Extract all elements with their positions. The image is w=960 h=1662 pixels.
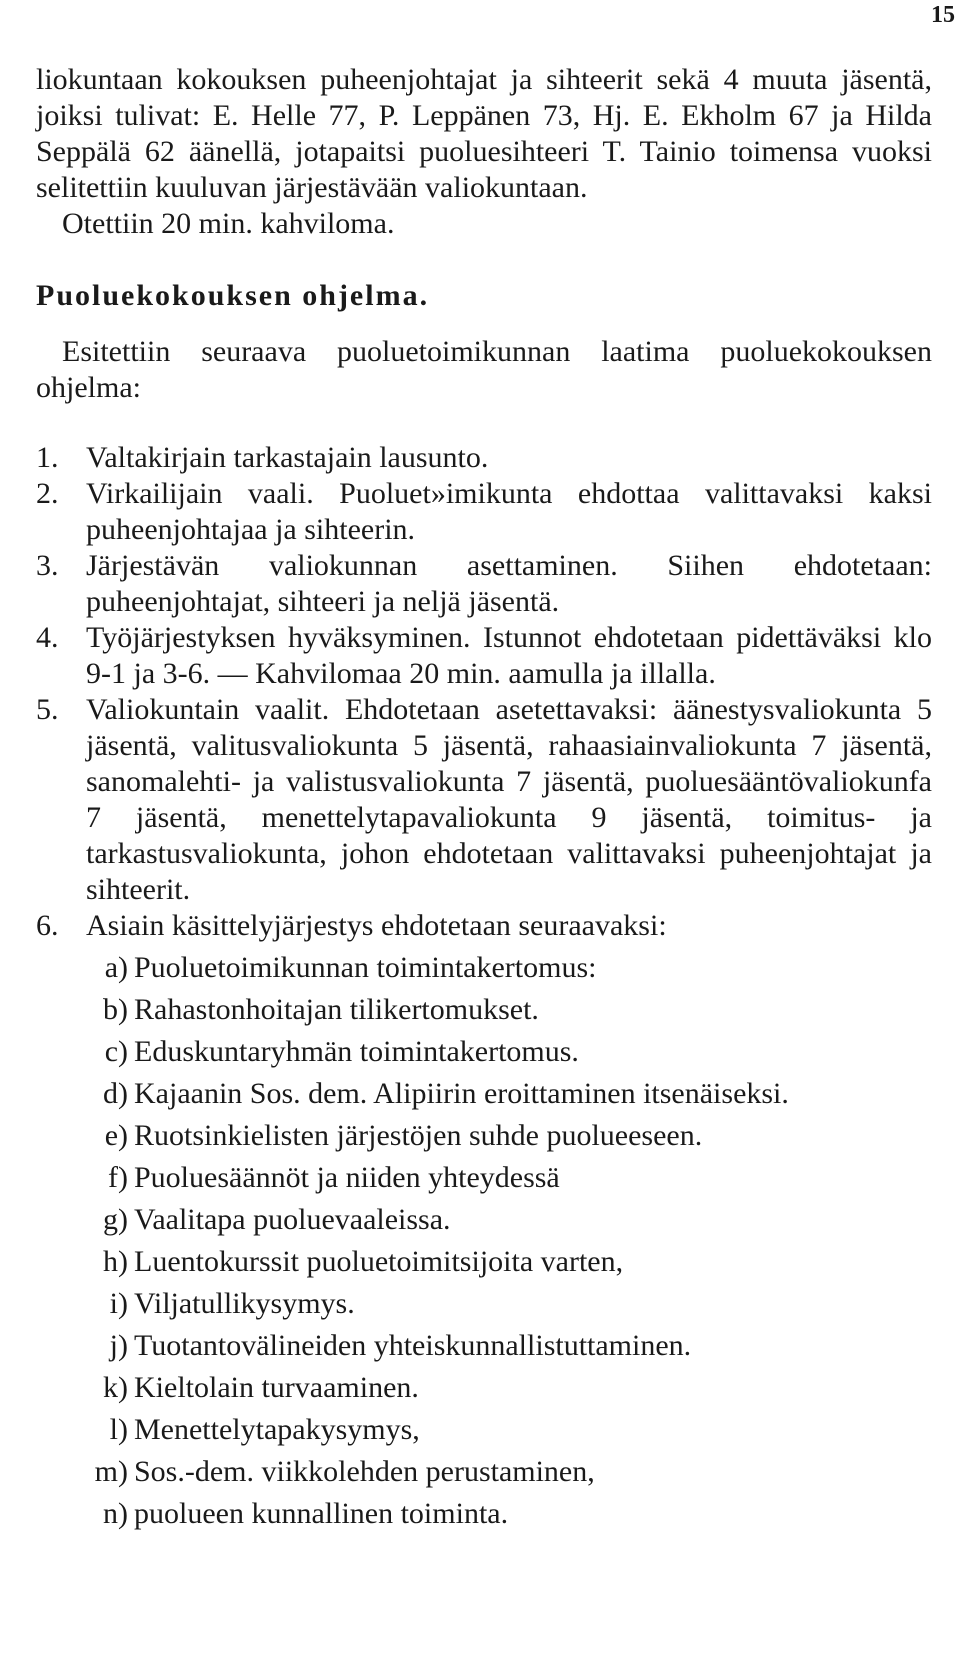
sub-item — [86, 1244, 932, 1280]
sub-item — [86, 950, 932, 986]
sub-item-text: Puoluesäännöt ja niiden yhteydessä — [134, 1161, 560, 1194]
paragraph-program-intro: Esitettiin seuraava puoluetoimikunnan laatima puoluekokouksen ohjelma: — [36, 335, 932, 404]
sub-item-letter: e) — [104, 1119, 128, 1152]
item-text: Valtakirjain tarkastajain lausunto. — [86, 441, 489, 474]
sub-item-letter: h) — [103, 1245, 128, 1278]
list-item — [36, 476, 932, 548]
item-text: Työjärjestyksen hyväksyminen. Istunnot ehdotetaan pidettäväksi klo 9-1 ja 3-6. — Kahvilomaa 20 min. aamulla ja illalla. — [86, 621, 932, 690]
sub-item — [86, 1412, 932, 1448]
sub-item-text: Menettelytapakysymys, — [134, 1413, 420, 1446]
sub-item-text: Kajaanin Sos. dem. Alipiirin eroittaminen itsenäiseksi. — [134, 1077, 789, 1110]
item-text: Valiokuntain vaalit. Ehdotetaan asetettavaksi: äänestysvaliokunta 5 jäsentä, valitusvaliokunta 5 jäsentä, rahaasiainvaliokunta 7 jäsentä, sanomalehti- ja valistusvaliokunta 7 jäsentä, puoluesääntövaliokunfa 7 jäsentä, menettelytapavaliokunta 9 jäsentä, toimitus- ja tarkastusvaliokunta, johon ehdotetaan valittavaksi puheenjohtajat ja sihteerit. — [86, 693, 932, 906]
section-heading: Puoluekokouksen ohjelma. — [36, 279, 430, 312]
item-number: 1. — [36, 441, 59, 474]
sub-item-letter: i) — [109, 1287, 128, 1320]
item-number: 6. — [36, 909, 59, 942]
sub-item-letter: n) — [103, 1497, 128, 1530]
sub-item-letter: b) — [103, 993, 128, 1026]
sub-item — [86, 1328, 932, 1364]
page-content — [36, 62, 932, 1532]
sub-item — [86, 1286, 932, 1322]
sub-item — [86, 1160, 932, 1196]
list-item — [36, 908, 932, 944]
sub-item-letter: c) — [104, 1035, 128, 1068]
sub-item-letter: l) — [109, 1413, 128, 1446]
sub-item-text: Vaalitapa puoluevaaleissa. — [134, 1203, 451, 1236]
sub-item-text: Tuotantovälineiden yhteiskunnallistuttaminen. — [134, 1329, 692, 1362]
item-text: Järjestävän valiokunnan asettaminen. Siihen ehdotetaan: puheenjohtajat, sihteeri ja neljä jäsentä. — [86, 549, 932, 618]
sub-item-text: Viljatullikysymys. — [134, 1287, 355, 1320]
sub-item-text: Puoluetoimikunnan toimintakertomus: — [134, 951, 597, 984]
sub-item — [86, 1496, 932, 1532]
list-item — [36, 440, 932, 476]
program-list — [36, 440, 932, 1532]
item-number: 4. — [36, 621, 59, 654]
sub-item-text: Ruotsinkielisten järjestöjen suhde puolueeseen. — [134, 1119, 703, 1152]
sub-item-letter: f) — [108, 1161, 128, 1194]
item-text: Virkailijain vaali. Puoluet»imikunta ehdottaa valittavaksi kaksi puheenjohtajaa ja sihteerin. — [86, 477, 932, 546]
sub-item-text: Kieltolain turvaaminen. — [134, 1371, 419, 1404]
item-number: 5. — [36, 693, 59, 726]
list-item — [36, 620, 932, 692]
sub-item — [86, 1076, 932, 1112]
sub-item-letter: a) — [104, 951, 128, 984]
sub-item-text: Eduskuntaryhmän toimintakertomus. — [134, 1035, 579, 1068]
item-number: 3. — [36, 549, 59, 582]
sub-item-text: Rahastonhoitajan tilikertomukset. — [134, 993, 539, 1026]
sub-item — [86, 1454, 932, 1490]
sub-item — [86, 992, 932, 1028]
paragraph-continued: liokuntaan kokouksen puheenjohtajat ja sihteerit sekä 4 muuta jäsentä, joiksi tulivat: E. Helle 77, P. Leppänen 73, Hj. E. Ekholm 67 ja Hilda Seppälä 62 äänellä, jotapaitsi puoluesihteeri T. Tainio toimensa vuoksi selitettiin kuuluvan järjestävään valiokuntaan. — [36, 63, 932, 204]
sub-item-letter: m) — [94, 1455, 128, 1488]
page-number: 15 — [931, 2, 955, 28]
sub-item-letter: k) — [103, 1371, 128, 1404]
item-number: 2. — [36, 477, 59, 510]
sub-item — [86, 1370, 932, 1406]
sub-item-letter: g) — [103, 1203, 128, 1236]
list-item — [36, 692, 932, 908]
sub-item-text: puolueen kunnallinen toiminta. — [134, 1497, 509, 1530]
item-text: Asiain käsittelyjärjestys ehdotetaan seuraavaksi: — [86, 909, 667, 942]
sub-item-text: Sos.-dem. viikkolehden perustaminen, — [134, 1455, 595, 1488]
sub-item — [86, 1202, 932, 1238]
sub-item-letter: j) — [109, 1329, 128, 1362]
sub-item-letter: d) — [103, 1077, 128, 1110]
paragraph-coffee-break: Otettiin 20 min. kahviloma. — [62, 207, 395, 240]
sub-item — [86, 1034, 932, 1070]
list-item — [36, 548, 932, 620]
sub-item — [86, 1118, 932, 1154]
sub-item-text: Luentokurssit puoluetoimitsijoita varten, — [134, 1245, 624, 1278]
